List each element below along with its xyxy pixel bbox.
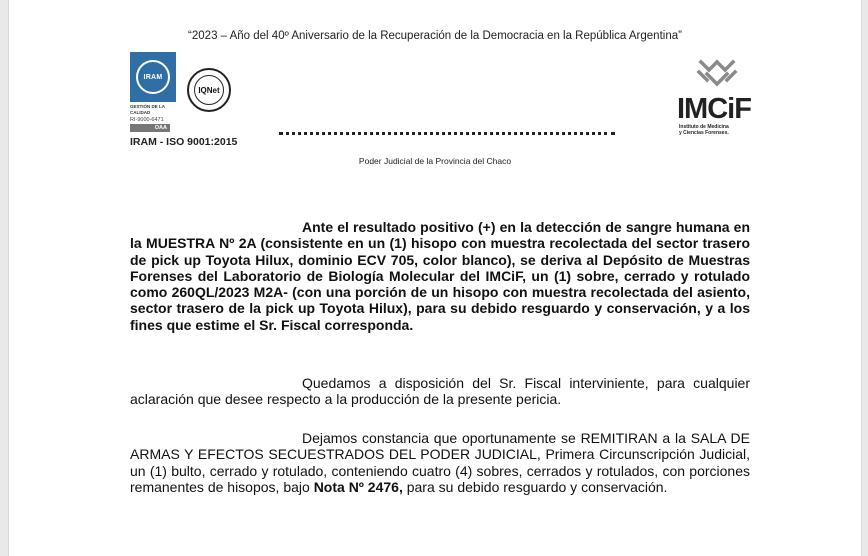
imcif-subtitle-1: Instituto de Medicina bbox=[679, 124, 729, 130]
iram-logo-text: IRAM bbox=[136, 60, 170, 94]
paragraph-sample-result-text: Ante el resultado positivo (+) en la detección de sangre humana en la MUESTRA Nº 2A (consistente en un (1) hisopo con muestra recolectada del sector trasero de pick up Toyota Hilux, dominio ECV 705, color blanco), se deriva al Depósito de Muestras Forenses del Laboratorio de Biología Molecular del IMCiF, un (1) sobre, cerrado y rotulado como 260QL/2023 M2A- (con una porción de un hisopo con muestra recolectada del asiento, sector trasero de la pick up Toyota Hilux), para su debido resguardo y conservación, y a los fines que estime el Sr. Fiscal corresponda. bbox=[130, 219, 750, 333]
header-motto: “2023 – Año del 40º Aniversario de la Recuperación de la Democracia en la República Argentina” bbox=[188, 30, 682, 42]
paragraph-remittance-end: para su debido resguardo y conservación. bbox=[406, 478, 668, 495]
imcif-logo bbox=[677, 58, 763, 136]
document-page bbox=[8, 0, 862, 556]
iram-registry: RI-9000-6471 bbox=[130, 117, 164, 123]
judicial-power-label: Poder Judicial de la Provincia del Chaco bbox=[358, 156, 512, 166]
imcif-name: IMCiF bbox=[677, 93, 751, 125]
note-number: Nota Nº 2476, bbox=[313, 478, 403, 495]
dotted-separator bbox=[279, 132, 615, 135]
iram-iso-label: IRAM - ISO 9001:2015 bbox=[130, 136, 238, 148]
paragraph-remittance-text: Dejamos constancia que oportunamente se REMITIRAN a la SALA DE ARMAS Y EFECTOS SECUESTRADOS DEL PODER JUDICIAL, Primera Circunscripción Judicial, un (1) bulto, cerrado y rotulado, conteniendo cuatro (4) sobres, cerrados y rotulados, con porciones remanentes de hisopos, bajo bbox=[130, 430, 750, 495]
paragraph-availability-text: Quedamos a disposición del Sr. Fiscal interviniente, para cualquier aclaración que desee respecto a la producción de la presente pericia. bbox=[130, 375, 750, 408]
iram-cert-label: GESTIÓN DE LA CALIDAD bbox=[130, 104, 165, 115]
imcif-subtitle-2: y Ciencias Forenses. bbox=[679, 130, 729, 136]
iqnet-label: IQNet bbox=[194, 75, 224, 105]
paragraph-sample-result bbox=[130, 219, 750, 333]
paragraph-availability bbox=[130, 375, 750, 408]
iram-logo bbox=[130, 52, 176, 102]
paragraph-remittance bbox=[130, 430, 750, 495]
imcif-emblem-icon bbox=[695, 58, 739, 92]
iqnet-seal bbox=[187, 68, 231, 112]
oaa-badge: OAA bbox=[130, 124, 170, 132]
